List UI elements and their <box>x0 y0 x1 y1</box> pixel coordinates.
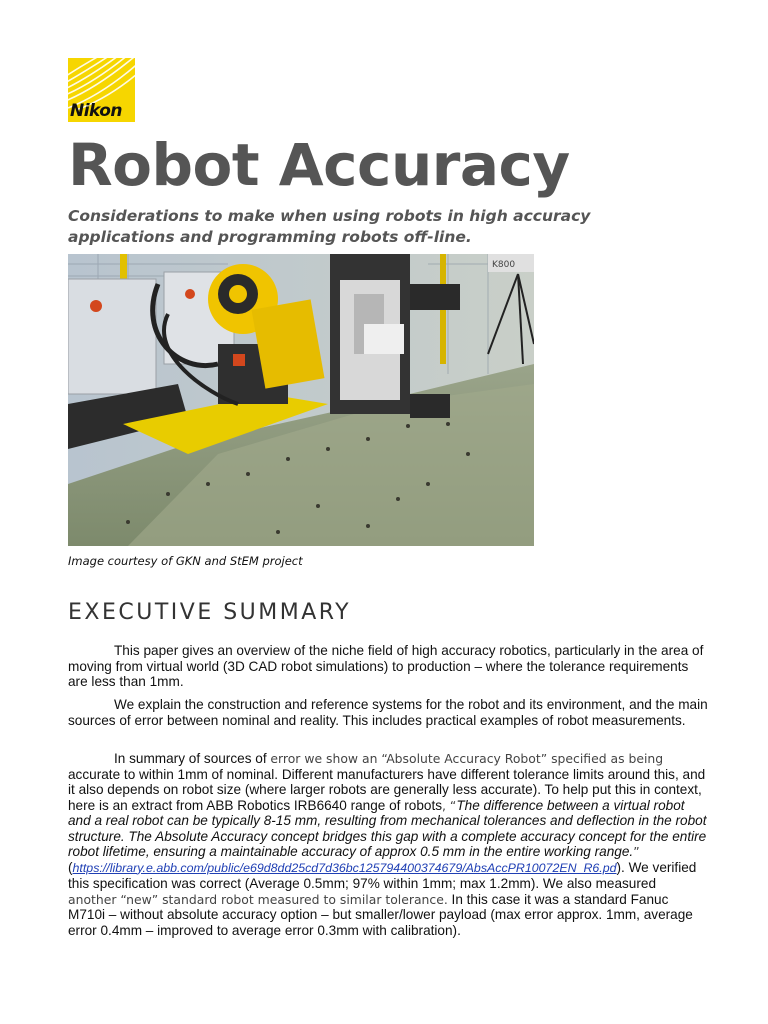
p3-part-e: ” <box>633 844 640 859</box>
paragraph-1-text: This paper gives an overview of the niche field of high accuracy robotics, particularly in the area of moving from virtual world (3D CAD robot simulations) to production – where the tolerance requirements are less than 1mm. <box>68 643 704 689</box>
p3-part-d: , “ <box>442 797 457 813</box>
p3-part-g: ). We verified this specification was correct (Average 0.5mm; 97% within 1mm; max 1.2mm). We also measured <box>68 859 697 891</box>
robot-photo-illustration <box>68 254 534 546</box>
p3-part-f: ( <box>68 859 73 875</box>
section-heading: EXECUTIVE SUMMARY <box>68 600 352 625</box>
p3-quote: The difference between a virtual robot and a real robot can be typically 8-15 mm, resulting from mechanical tolerances and deflection in the robot structure. The Absolute Accuracy concept bridges this gap with a complete accuracy concept for the entire robot lifetime, ensuring a maintainable accuracy of approx 0.5 mm in the entire working range. <box>68 797 707 859</box>
page-title: Robot Accuracy <box>68 131 570 199</box>
panel-label: K800 <box>492 260 516 270</box>
paragraph-2 <box>68 697 708 728</box>
robot-photo <box>68 254 534 546</box>
p3-part-i: In this case it was a standard Fanuc M710i – without absolute accuracy option – but smaller/lower payload (max error approx. 1mm, average error 0.4mm – improved to average error 0.3mm with calibration). <box>68 891 693 938</box>
nikon-logo <box>68 58 135 122</box>
paragraph-2-text: We explain the construction and reference systems for the robot and its environment, and the main sources of error between nominal and reality. This includes practical examples of robot measurements. <box>68 697 708 728</box>
logo-wordmark: Nikon <box>70 101 123 121</box>
p3-part-b: error we show an “Absolute Accuracy Robot” specified as being <box>270 751 664 766</box>
p3-part-h: another “new” standard robot measured to similar tolerance. <box>68 891 448 907</box>
paragraph-3 <box>68 751 708 938</box>
image-caption: Image courtesy of GKN and StEM project <box>68 554 303 568</box>
paragraph-1 <box>68 643 708 690</box>
p3-part-a: In summary of sources of <box>114 751 267 766</box>
p3-part-c: accurate to within 1mm of nominal. Different manufacturers have different tolerance limits around this, and it also depends on robot size (where larger robots are generally less accurate). To help put this in context, here is an extract from ABB Robotics IRB6640 range of robots <box>68 766 706 813</box>
page-subtitle: Considerations to make when using robots in high accuracy applications and programming robots off-line. <box>68 207 591 246</box>
abb-reference-link[interactable]: https://library.e.abb.com/public/e69d8dd25cd7d36bc125794400374679/AbsAccPR10072EN_R6.pd <box>72 860 617 875</box>
